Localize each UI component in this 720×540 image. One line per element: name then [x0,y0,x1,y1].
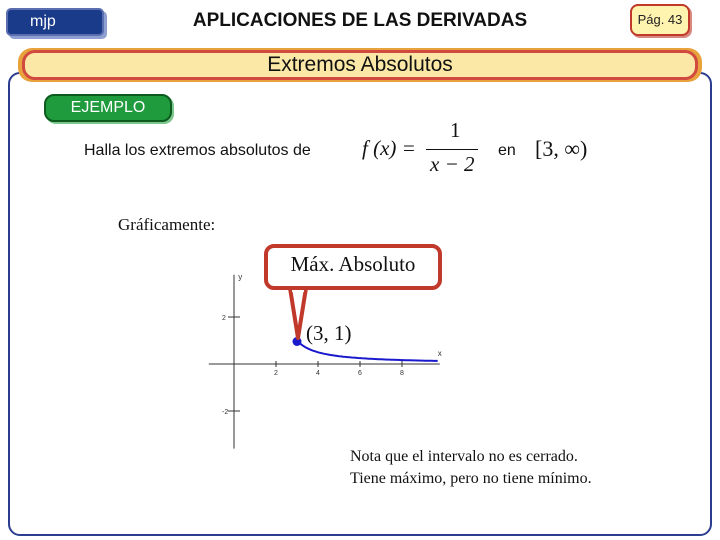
page-title: APLICACIONES DE LAS DERIVADAS [192,10,528,31]
y-axis-label: y [238,272,243,282]
x-axis-label: x [437,349,442,358]
x-tick-label: 2 [274,370,278,377]
x-tick-label: 4 [316,370,320,377]
note [350,446,592,490]
note-line-2: Tiene máximo, pero no tiene mínimo. [350,470,592,487]
x-tick-label: 6 [358,370,362,377]
point-label: (3, 1) [306,321,352,345]
interval-connector: en [498,142,516,159]
interval: [3, ∞) [535,136,588,161]
section-title: Extremos Absolutos [22,50,698,80]
x-tick-label: 8 [400,370,404,377]
page-number: Pág. 43 [630,4,690,36]
formula-numerator: 1 [450,118,461,142]
y-tick-label: 2 [222,315,226,322]
callout-pointer [290,288,306,338]
formula-denominator: x − 2 [430,152,475,176]
y-tick-label: -2 [222,409,229,416]
callout-text: Máx. Absoluto [290,252,416,276]
author-badge: mjp [6,8,104,36]
note-line-1: Nota que el intervalo no es cerrado. [350,448,578,465]
example-tag: EJEMPLO [44,94,172,122]
graph-label: Gráficamente: [118,215,216,234]
example-prompt: Halla los extremos absolutos de [84,142,311,159]
formula-lhs: f (x) = [362,136,416,160]
